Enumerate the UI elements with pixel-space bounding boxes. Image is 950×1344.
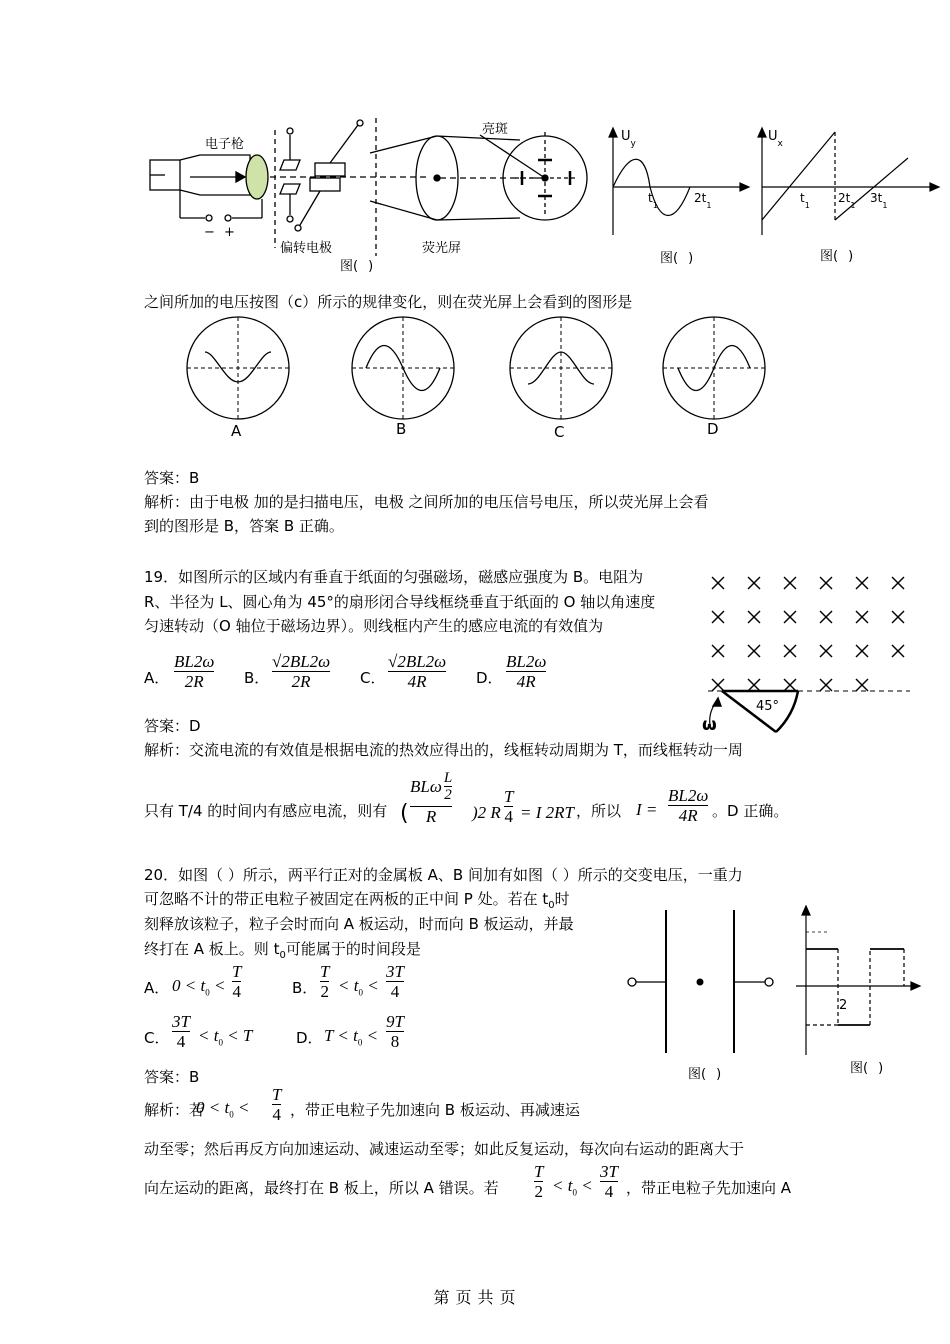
ux-t3-tick: $3t_1$ xyxy=(870,191,888,210)
omega-label: ω xyxy=(702,715,717,735)
q20-stem-4: 终打在 A 板上。则 $t_0$可能属于的时间段是 xyxy=(144,940,421,961)
uy-t1-tick: $t_1$ xyxy=(648,191,658,210)
q20-option-c-label: C． xyxy=(144,1029,170,1047)
q19-i-formula: BL2ω 4R xyxy=(668,786,709,825)
q18-option-figures xyxy=(0,310,950,460)
q19-option-c-label: C． xyxy=(360,669,386,687)
q20-analysis-2: 动至零；然后再反方向加速运动、减速运动至零；如此反复运动，每次向右运动的距离大于 xyxy=(144,1140,745,1158)
q19-analysis-1: 解析：交流电流的有效值是根据电流的热效应得出的，线框转动周期为 T，而线框转动一周 xyxy=(144,741,743,759)
minus-label: − xyxy=(204,225,215,240)
q20-analysis-3a: 向左运动的距离，最终打在 B 板上，所以 A 错误。若 xyxy=(144,1179,499,1197)
page-footer: 第 页 共 页 xyxy=(433,1290,517,1307)
q20-option-a-frac: T 4 xyxy=(232,962,242,1001)
q18-option-d: D xyxy=(707,420,719,438)
screen-label: 荧光屏 xyxy=(422,241,462,256)
q20-analysis-3-frac-left: T 2 xyxy=(534,1162,544,1201)
q19-stem-1: 19．如图所示的区域内有垂直于纸面的匀强磁场，磁感应强度为 B。电阻为 xyxy=(144,568,644,586)
caption-a: 图( ) xyxy=(340,259,374,274)
q19-answer: 答案：D xyxy=(144,717,201,735)
q20-option-c-expr: < $t_0 < T$ xyxy=(198,1026,253,1048)
uy-t2-tick: $2t_1$ xyxy=(694,191,712,210)
ux-t2-tick: $2t_1$ xyxy=(838,191,856,210)
q19-option-b-formula: √2BL2ω 2R xyxy=(272,652,331,691)
q18-stem-tail: 之间所加的电压按图（c）所示的规律变化，则在荧光屏上会看到的图形是 xyxy=(144,293,633,311)
angle-label: 45° xyxy=(756,699,780,714)
q19-option-a-formula: BL2ω 2R xyxy=(174,652,215,691)
q20-option-b-frac-right: 3T 4 xyxy=(386,962,404,1001)
q20-figures xyxy=(620,905,950,1085)
q20-analysis-3-expr: < $t_0$ < xyxy=(552,1176,593,1198)
caption-b: 图( ) xyxy=(660,251,694,266)
q20-analysis-1b: ，带正电粒子先加速向 B 板运动、再减速运 xyxy=(290,1101,580,1119)
q20-option-a-expr: $0 < t_0$ < xyxy=(172,976,226,998)
q20-option-b-label: B． xyxy=(292,979,318,997)
q20-caption-a: 图( ) xyxy=(688,1067,722,1082)
q20-option-b-frac-left: T 2 xyxy=(320,962,330,1001)
q20-analysis-1a: 解析：若 xyxy=(144,1101,205,1119)
q20-option-d-expr: $T < t_0$ < xyxy=(324,1026,379,1048)
q19-stem-2: R、半径为 L、圆心角为 45°的扇形闭合导线框绕垂直于纸面的 O 轴以角速度 xyxy=(144,593,656,611)
oscilloscope-figure xyxy=(0,0,950,290)
q19-option-d-label: D． xyxy=(476,669,503,687)
document-page: 电子枪 亮斑 偏转电极 荧光屏 − + 图( ) $U_y$ $t_1$ $2t_1$ 图( ) $U_x$ $t_1$ $2t_1$ $3t_1$ 图( ) 之间所加的电压按图（c）所示的规律变化，则在荧光屏上会看到的图形是 A B C D 答案：B 解析：由于电极 加的是扫描电压，电极 之间所加的电压信号电压，所以荧光屏上会看 到的图形是 B，答案 B 正确。 19．如图所示的区域内有垂直于纸面的匀强磁场，磁感应强度为 B。电阻为 R、半径为 L、圆心角为 45°的扇形闭合导线框绕垂直于纸面的 O 轴以角速度 匀速转动（O 轴位于磁场边界）。则线框内产生的感应电流的有效值为 A． BL2ω 2R B． √2BL2ω 2R C． √2BL2ω 4R D． BL2ω 4R 45° ω 答案：D 解析：交流电流的有效值是根据电流的热效应得出的，线框转动周期为 T，而线框转动一周 只有 T/4 的时间内有感应电流，则有 ( BLω $\frac{L}{2}$ R )2 R T 4 = I 2RT ，所以 I = BL2ω 4R 。D 正确。 20．如图（ ）所示，两平行正对的金属板 A、B 间加有如图（ ）所示的交变电压，一重力 可忽略不计的带正电粒子被固定在两板的正中间 P 处。若在 $t_0$时 刻释放该粒子，粒子会时而向 A 板运动，时而向 B 板运动，并最 终打在 A 板上。则 $t_0$可能属于的时间段是 A． $0 < t_0$ < T 4 B． T 2 < $t_0$ < 3T 4 C． 3T 4 < $t_0 < T$ D． $T < t_0$ < 9T 8 2 图( ) 图( ) 答案：B 解析：若 $0 < t_0$ < T 4 ，带正电粒子先加速向 B 板运动、再减速运 动至零；然后再反方向加速运动、减速运动至零；如此反复运动，每次向右运动的距离大于 向左运动的距离，最终打在 B 板上，所以 A 错误。若 T 2 < $t_0$ < 3T 4 ，带正电粒子先加速向 A 第 页 共 页 xyxy=(0,0,950,1344)
q19-option-d-formula: BL2ω 4R xyxy=(506,652,547,691)
q20-answer: 答案：B xyxy=(144,1068,200,1086)
q19-analysis-2c: 。D 正确。 xyxy=(712,802,789,820)
q19-option-a-label: A． xyxy=(144,669,170,687)
q19-option-c-formula: √2BL2ω 4R xyxy=(388,652,447,691)
q20-option-a-label: A． xyxy=(144,979,170,997)
q18-analysis-2: 到的图形是 B，答案 B 正确。 xyxy=(144,517,344,535)
ux-t1-tick: $t_1$ xyxy=(800,191,810,210)
q20-caption-b: 图( ) xyxy=(850,1061,884,1076)
q20-analysis-1-expr: $0 < t_0$ < xyxy=(196,1098,250,1120)
q18-option-c: C xyxy=(554,423,565,441)
q19-i-symbol: I = xyxy=(636,800,658,819)
q18-analysis-1: 解析：由于电极 加的是扫描电压，电极 之间所加的电压信号电压，所以荧光屏上会看 xyxy=(144,493,709,511)
q20-option-d-label: D． xyxy=(296,1029,323,1047)
q20-stem-1: 20．如图（ ）所示，两平行正对的金属板 A、B 间加有如图（ ）所示的交变电压，一重力 xyxy=(144,866,743,884)
plus-label: + xyxy=(224,225,235,240)
caption-c: 图( ) xyxy=(820,249,854,264)
q18-option-a: A xyxy=(231,422,242,440)
spot-label: 亮斑 xyxy=(482,122,509,137)
q20-option-c-frac: 3T 4 xyxy=(172,1012,190,1051)
q20-tick-two: 2 xyxy=(839,998,848,1013)
q20-option-d-frac: 9T 8 xyxy=(386,1012,404,1051)
q20-analysis-1-frac: T 4 xyxy=(272,1085,282,1124)
q20-stem-3: 刻释放该粒子，粒子会时而向 A 板运动，时而向 B 板运动，并最 xyxy=(144,915,574,933)
q20-option-b-expr: < $t_0$ < xyxy=(338,976,379,998)
q20-stem-2: 可忽略不计的带正电粒子被固定在两板的正中间 P 处。若在 $t_0$时 xyxy=(144,890,570,911)
q19-analysis-2b: ，所以 xyxy=(576,802,622,820)
q19-stem-3: 匀速转动（O 轴位于磁场边界）。则线框内产生的感应电流的有效值为 xyxy=(144,617,604,635)
q18-option-b: B xyxy=(396,420,407,438)
q20-analysis-3-frac-right: 3T 4 xyxy=(600,1162,618,1201)
q19-field-figure xyxy=(700,570,920,740)
electrodes-label: 偏转电极 xyxy=(280,241,333,256)
q18-answer: 答案：B xyxy=(144,469,200,487)
ux-label: $U_x$ xyxy=(768,129,783,149)
q20-analysis-3b: ，带正电粒子先加速向 A xyxy=(626,1179,792,1197)
q19-analysis-2a: 只有 T/4 的时间内有感应电流，则有 xyxy=(144,802,388,820)
q19-option-b-label: B． xyxy=(244,669,270,687)
gun-label: 电子枪 xyxy=(205,137,245,152)
uy-label: $U_y$ xyxy=(621,129,636,149)
